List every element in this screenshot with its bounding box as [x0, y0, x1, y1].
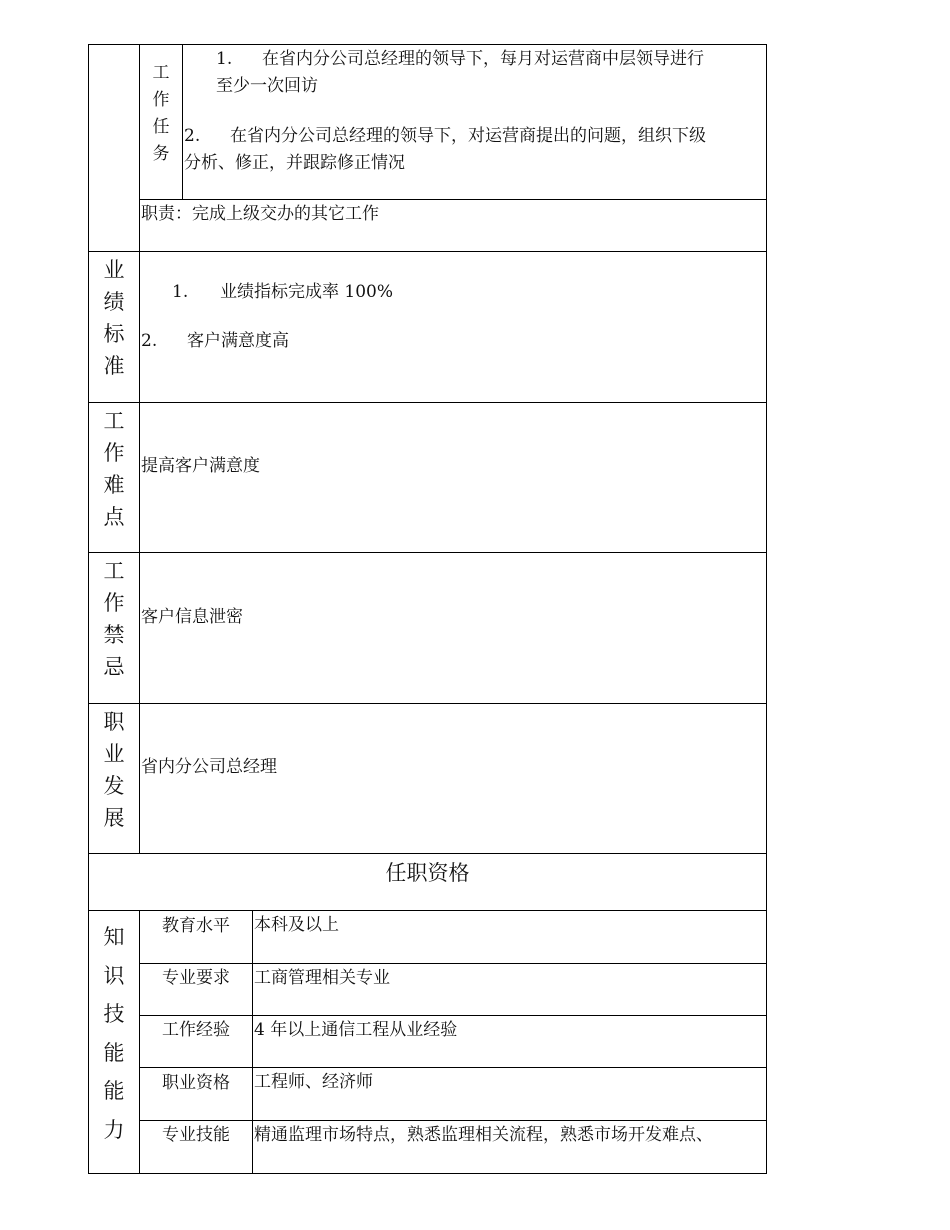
taboo-label: 工 作 禁 忌: [103, 559, 125, 679]
row-divider: [88, 251, 767, 252]
qual-row-value: 4 年以上通信工程从业经验: [254, 1020, 458, 1040]
task1-number: 1.: [216, 49, 233, 69]
task1-line2: 至少一次回访: [216, 76, 318, 96]
qual-row-label: 教育水平: [162, 916, 230, 936]
qual-row-value: 工商管理相关专业: [254, 968, 390, 988]
qual-row-divider: [139, 1067, 767, 1068]
task-label-divider: [182, 44, 183, 199]
qual-row-value: 工程师、经济师: [254, 1072, 373, 1092]
row-divider: [88, 703, 767, 704]
taboo-text: 客户信息泄密: [141, 607, 243, 627]
qualifications-heading: 任职资格: [385, 861, 470, 885]
difficulty-label: 工 作 难 点: [103, 409, 125, 529]
qual-row-label: 工作经验: [162, 1020, 230, 1040]
task2-number: 2.: [184, 126, 201, 146]
qual-row-value: 精通监理市场特点，熟悉监理相关流程，熟悉市场开发难点、: [254, 1125, 713, 1145]
responsibility-text: 职责：完成上级交办的其它工作: [141, 204, 379, 224]
qual-label-divider: [252, 910, 253, 1174]
performance-item1-text: 业绩指标完成率 100%: [220, 282, 394, 302]
difficulty-text: 提高客户满意度: [141, 456, 260, 476]
performance-label: 业 绩 标 准: [103, 258, 125, 378]
row-divider: [88, 402, 767, 403]
qual-row-divider: [139, 1015, 767, 1016]
career-text: 省内分公司总经理: [141, 757, 277, 777]
qual-row-label: 专业技能: [162, 1125, 230, 1145]
row-divider: [88, 853, 767, 854]
task1-line1: 在省内分公司总经理的领导下，每月对运营商中层领导进行: [262, 49, 704, 69]
qualifications-label: 知 识 技 能 能 力: [103, 925, 125, 1142]
task2-line1: 在省内分公司总经理的领导下，对运营商提出的问题，组织下级: [230, 126, 706, 146]
task2-line2: 分析、修正，并跟踪修正情况: [184, 153, 405, 173]
career-label: 职 业 发 展: [103, 710, 125, 830]
performance-item1-number: 1.: [172, 282, 189, 302]
task-divider: [139, 199, 767, 200]
performance-item2-number: 2.: [141, 331, 158, 351]
task-label: 工 作 任 务: [152, 63, 170, 164]
qual-row-divider: [139, 1120, 767, 1121]
performance-item2-text: 客户满意度高: [187, 331, 289, 351]
row-divider: [88, 552, 767, 553]
qual-row-divider: [139, 963, 767, 964]
qual-row-label: 职业资格: [162, 1073, 230, 1093]
qual-row-label: 专业要求: [162, 968, 230, 988]
qual-row-value: 本科及以上: [254, 915, 339, 935]
row-divider: [88, 910, 767, 911]
